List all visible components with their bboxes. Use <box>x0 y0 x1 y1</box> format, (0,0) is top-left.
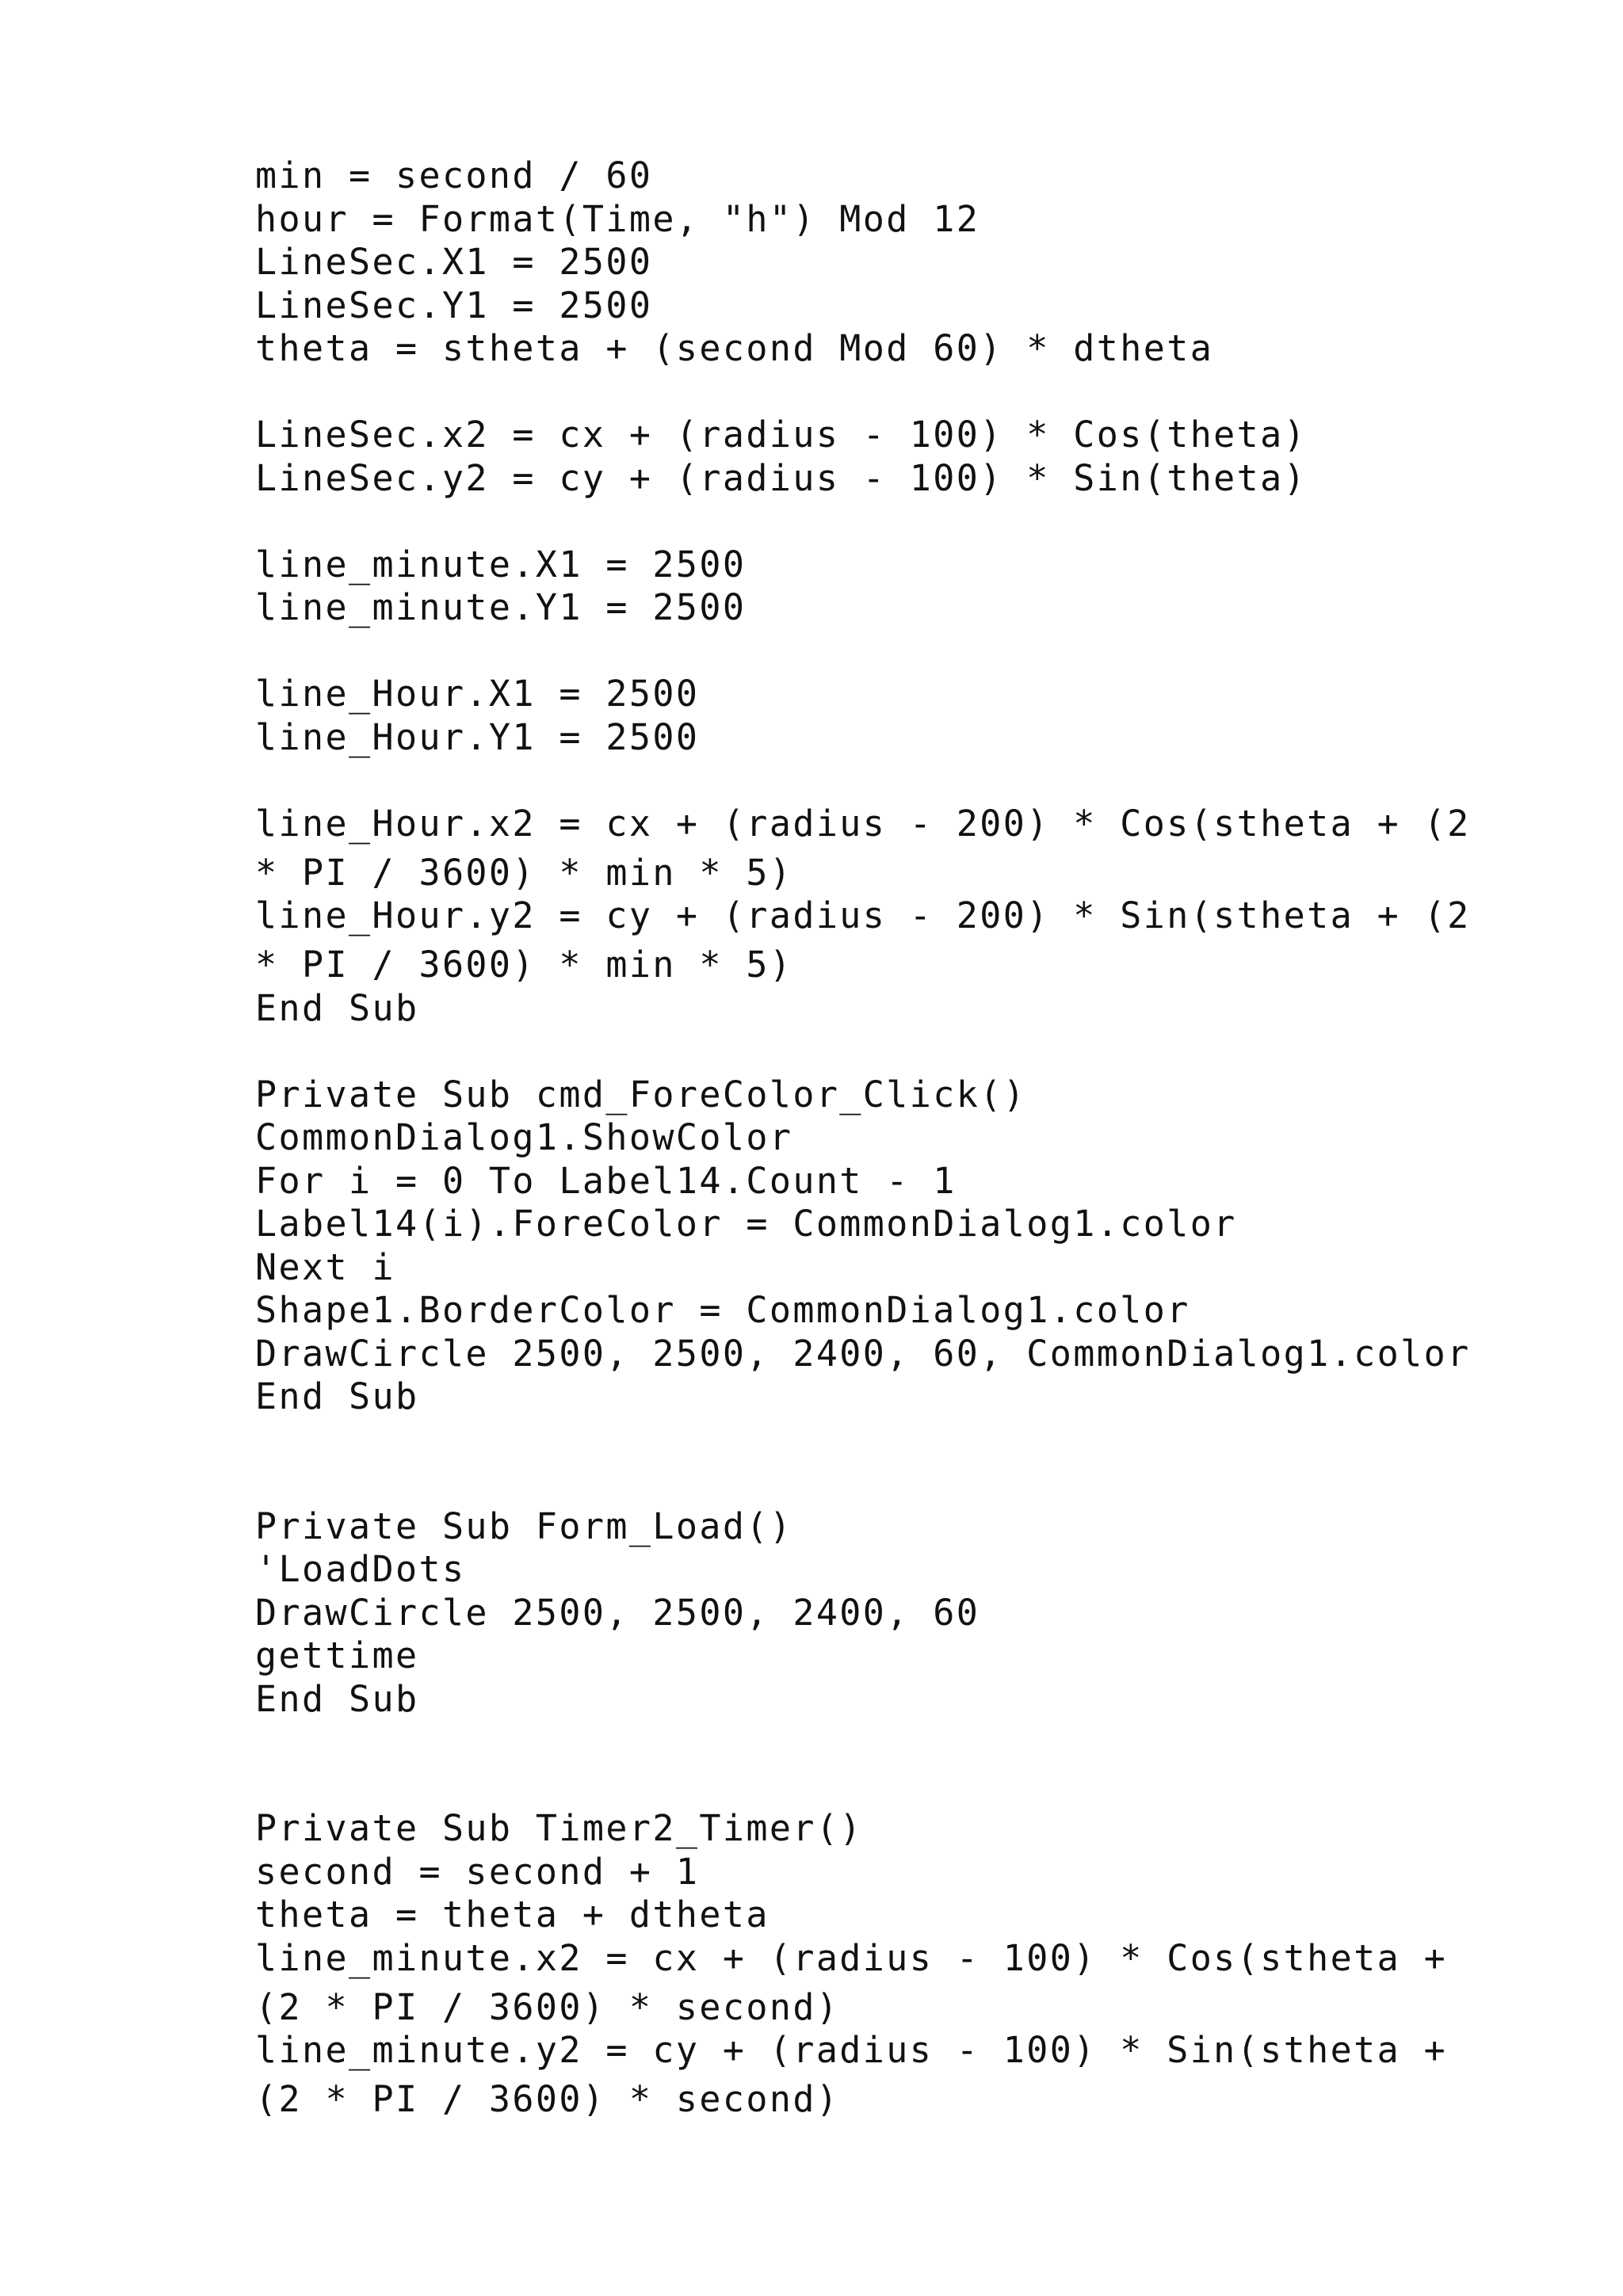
code-line: End Sub <box>255 1677 419 1720</box>
code-line: line_Hour.y2 = cy + (radius - 200) * Sin(stheta + (2 <box>255 894 1471 936</box>
code-line: For i = 0 To Label14.Count - 1 <box>255 1159 957 1202</box>
code-line: LineSec.y2 = cy + (radius - 100) * Sin(theta) <box>255 456 1308 499</box>
code-line: Label14(i).ForeColor = CommonDialog1.color <box>255 1203 1237 1245</box>
code-line: line_minute.X1 = 2500 <box>255 543 747 585</box>
code-line: line_minute.x2 = cx + (radius - 100) * Cos(stheta + <box>255 1936 1448 1979</box>
code-line: * PI / 3600) * min * 5) <box>255 944 793 986</box>
code-line: 'LoadDots <box>255 1548 466 1590</box>
code-line <box>255 630 1460 673</box>
code-line: (2 * PI / 3600) * second) <box>255 2078 840 2120</box>
code-line: hour = Format(Time, "h") Mod 12 <box>255 197 980 240</box>
code-line: End Sub <box>255 986 419 1029</box>
code-line: second = second + 1 <box>255 1850 700 1893</box>
code-line: theta = stheta + (second Mod 60) * dtheta <box>255 327 1214 369</box>
code-line: (2 * PI / 3600) * second) <box>255 1985 840 2028</box>
code-line: CommonDialog1.ShowColor <box>255 1116 793 1158</box>
code-line: line_Hour.x2 = cx + (radius - 200) * Cos(stheta + (2 <box>255 802 1471 845</box>
code-line: Private Sub cmd_ForeColor_Click() <box>255 1073 1027 1116</box>
code-line: Next i <box>255 1245 395 1288</box>
code-line: line_minute.y2 = cy + (radius - 100) * Sin(stheta + <box>255 2029 1448 2071</box>
code-line: Shape1.BorderColor = CommonDialog1.color <box>255 1289 1190 1331</box>
code-line <box>255 1462 1460 1505</box>
code-line: gettime <box>255 1634 419 1676</box>
code-listing <box>255 154 1471 2122</box>
code-line <box>255 371 1460 414</box>
code-line: Private Sub Form_Load() <box>255 1505 793 1547</box>
code-line <box>255 500 1460 543</box>
code-line: * PI / 3600) * min * 5) <box>255 851 793 894</box>
code-line <box>255 759 1460 803</box>
code-line: Private Sub Timer2_Timer() <box>255 1807 863 1849</box>
code-line <box>255 1721 1460 1764</box>
code-line: line_minute.Y1 = 2500 <box>255 586 747 628</box>
code-line: LineSec.X1 = 2500 <box>255 241 653 283</box>
code-line: DrawCircle 2500, 2500, 2400, 60 <box>255 1591 980 1634</box>
code-line: DrawCircle 2500, 2500, 2400, 60, CommonDialog1.color <box>255 1332 1471 1375</box>
code-line <box>255 1030 1460 1074</box>
code-line: line_Hour.X1 = 2500 <box>255 673 700 715</box>
code-line <box>255 1419 1460 1463</box>
code-line: theta = theta + dtheta <box>255 1894 769 1936</box>
code-line <box>255 1764 1460 1808</box>
code-line: line_Hour.Y1 = 2500 <box>255 715 700 758</box>
code-line: LineSec.x2 = cx + (radius - 100) * Cos(theta) <box>255 414 1308 456</box>
code-line: min = second / 60 <box>255 154 653 196</box>
code-line: LineSec.Y1 = 2500 <box>255 284 653 326</box>
code-line: End Sub <box>255 1375 419 1417</box>
